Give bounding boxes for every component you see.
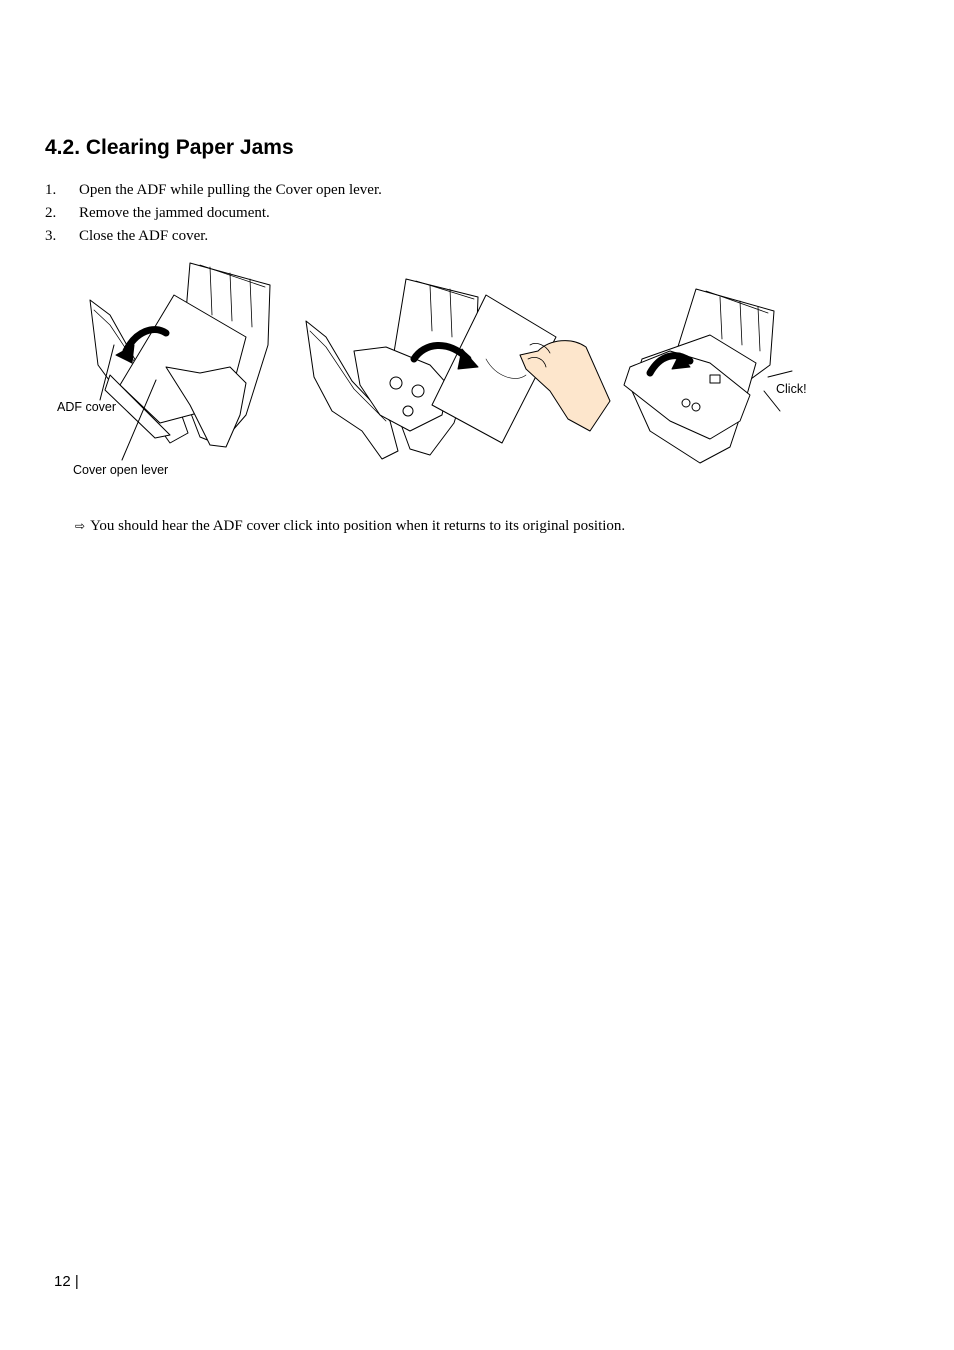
scanner-closed-illustration	[624, 289, 792, 463]
step-number: 1.	[45, 182, 57, 198]
callout-cover-open-lever: Cover open lever	[73, 463, 169, 477]
step-text: Close the ADF cover.	[79, 228, 209, 244]
scanner-jam-removal-illustration	[306, 279, 610, 459]
scanner-open-illustration	[90, 263, 270, 460]
step-item	[45, 227, 382, 250]
section-title: 4.2. Clearing Paper Jams	[45, 136, 294, 159]
arrow-right-icon: ⇨	[75, 519, 86, 533]
note-text: You should hear the ADF cover click into position when it returns to its original position.	[90, 518, 626, 534]
step-text: Open the ADF while pulling the Cover open lever.	[79, 182, 382, 198]
step-number: 2.	[45, 205, 57, 221]
step-list	[45, 181, 382, 250]
procedure-illustration	[50, 255, 820, 485]
step-text: Remove the jammed document.	[79, 205, 270, 221]
step-number: 3.	[45, 228, 57, 244]
step-item	[45, 204, 382, 227]
callout-adf-cover: ADF cover	[57, 400, 117, 414]
step-item	[45, 181, 382, 204]
note	[75, 518, 625, 535]
callout-click: Click!	[776, 382, 807, 396]
page-number: 12 |	[54, 1273, 79, 1290]
